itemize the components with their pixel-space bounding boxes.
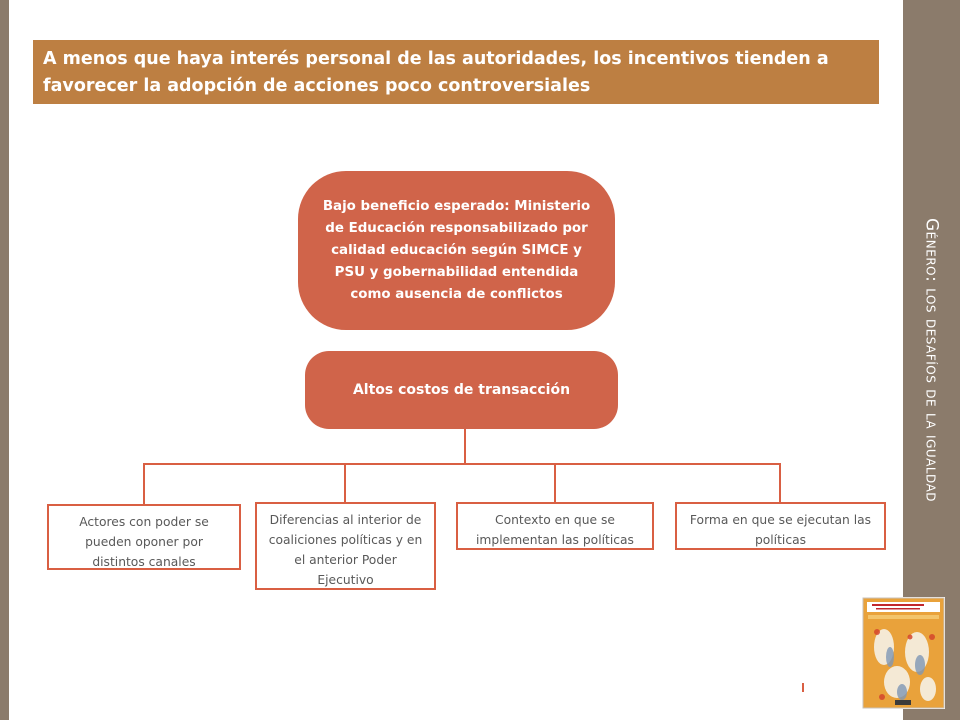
connector-drop-4 [779,463,781,502]
left-decor-strip [0,0,9,720]
connector-drop-1 [143,463,145,504]
small-mark [802,683,804,692]
report-cover-thumbnail-icon [862,597,945,709]
connector-drop-2 [344,463,346,502]
leaf-node-actors: Actores con poder se pueden oponer por distintos canales [47,504,241,570]
transaction-costs-node: Altos costos de transacción [305,351,618,429]
side-panel-title-text: Género: los desafíos de la igualdad [921,217,942,503]
connector-trunk [464,429,466,464]
benefit-node: Bajo beneficio esperado: Ministerio de Educación responsabilizado por calidad educación según SIMCE y PSU y gobernabilidad entendida como ausencia de conflictos [298,171,615,330]
leaf-node-coalitions: Diferencias al interior de coaliciones políticas y en el anterior Poder Ejecutivo [255,502,436,590]
header-banner: A menos que haya interés personal de las autoridades, los incentivos tienden a favorecer la adopción de acciones poco controversiales [33,40,879,104]
connector-bus [143,463,781,465]
leaf-node-execution: Forma en que se ejecutan las políticas [675,502,886,550]
leaf-node-context: Contexto en que se implementan las políticas [456,502,654,550]
connector-drop-3 [554,463,556,502]
